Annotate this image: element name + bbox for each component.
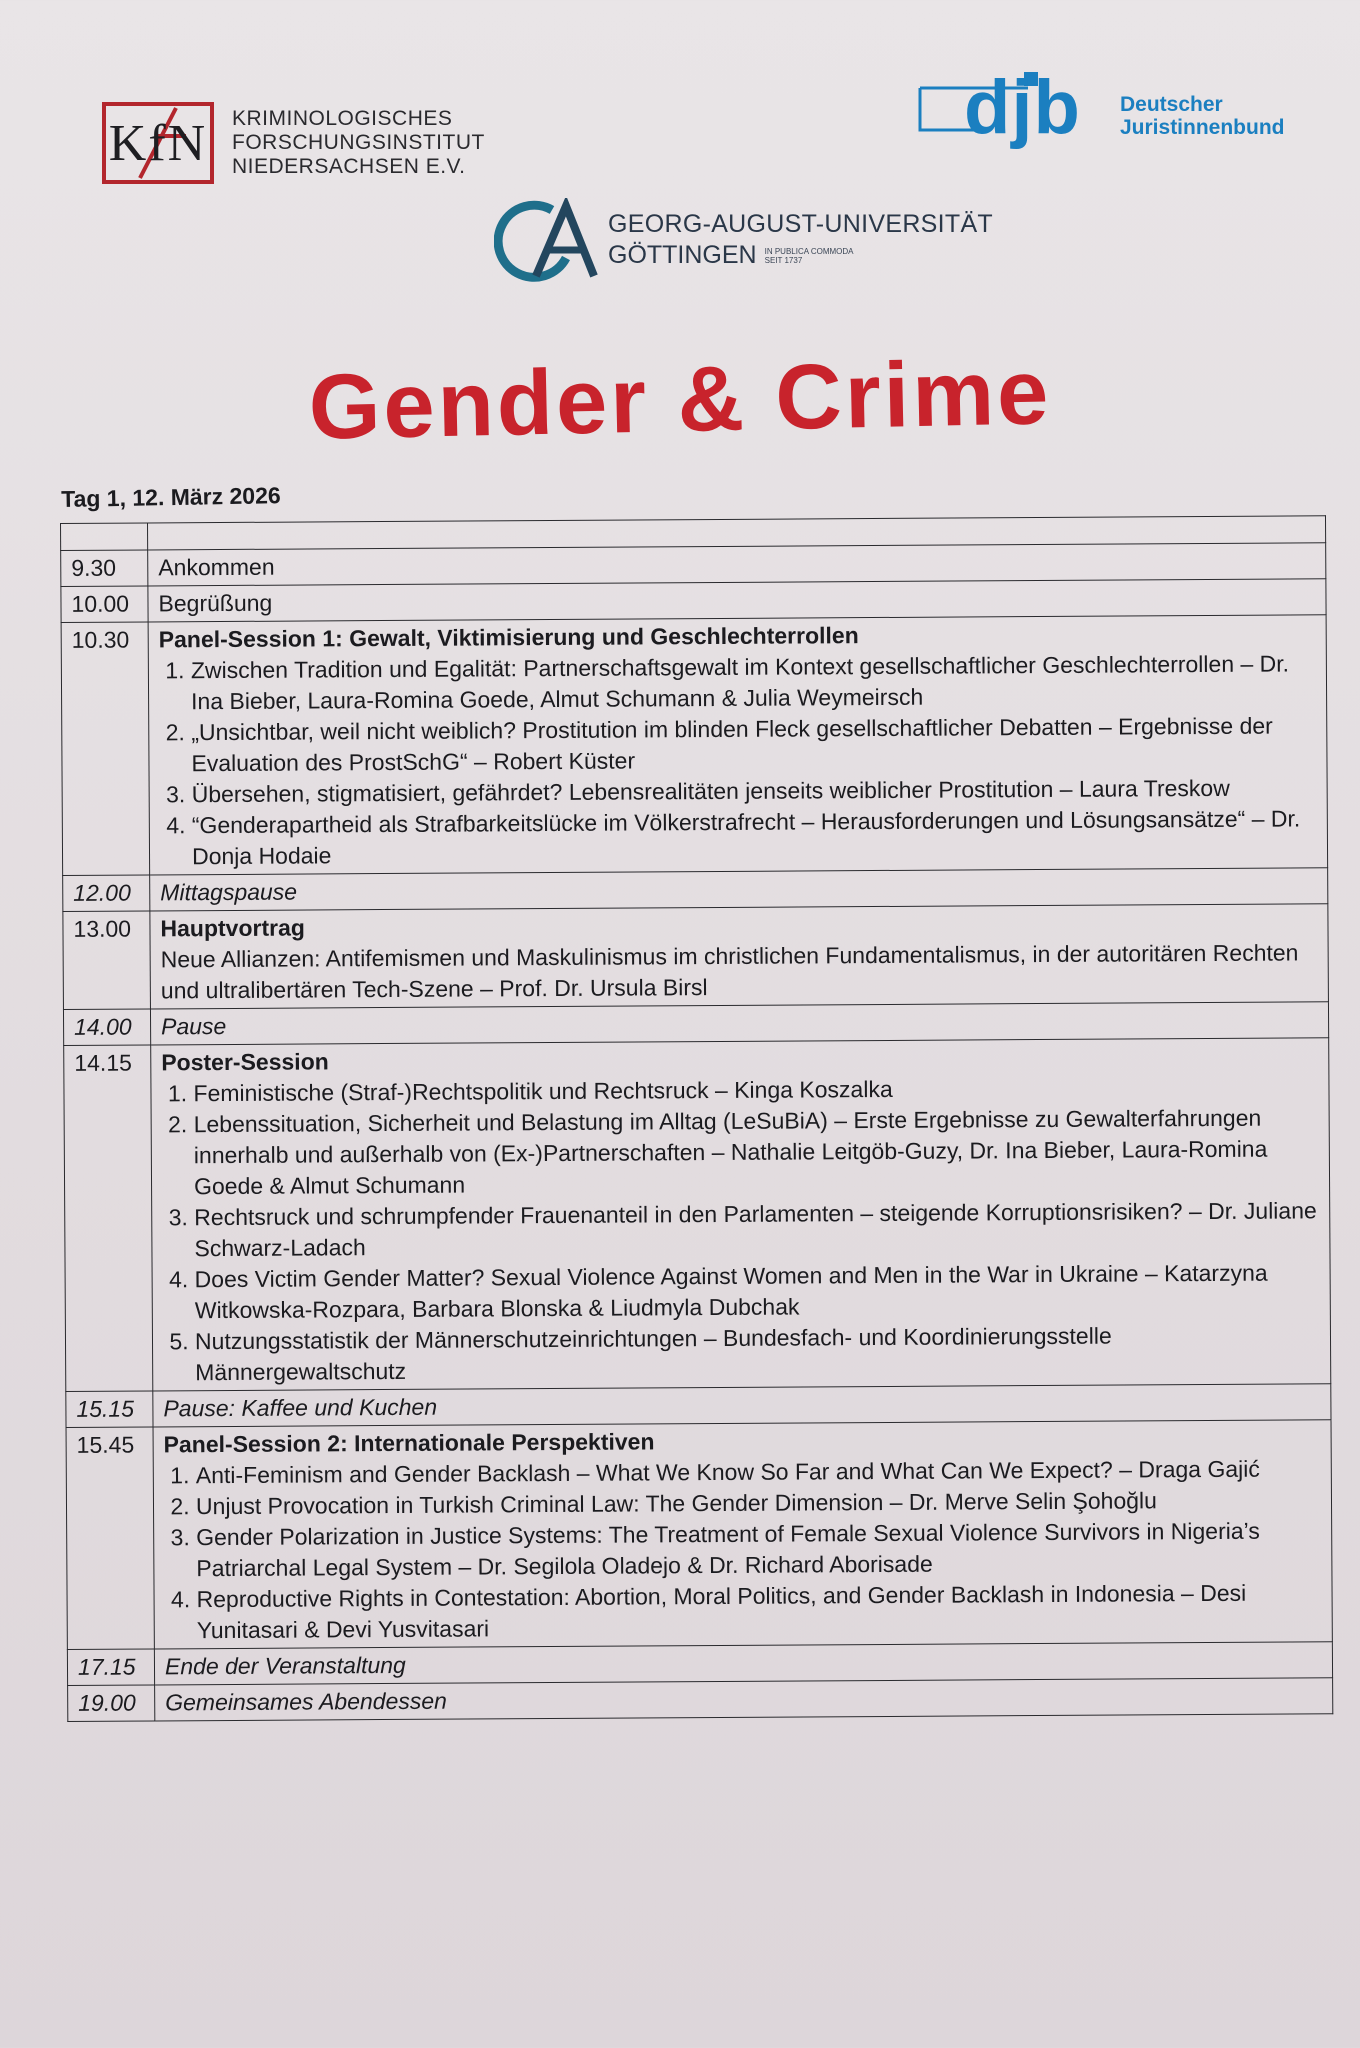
goettingen-motto (765, 247, 854, 265)
talk-item: 4. “Genderapartheid als Strafbarkeitslücke im Völkerstrafrecht – Herausforderungen und Lösungsansätze“ – Dr. Donja Hodaie (192, 803, 1317, 872)
djb-name-line: Deutscher (1120, 93, 1223, 116)
time-cell: 14.00 (63, 1009, 150, 1046)
time-cell: 17.15 (67, 1649, 154, 1686)
event-title: Gender & Crime (307, 341, 1053, 459)
time-cell: 19.00 (68, 1685, 155, 1722)
djb-mark-text: djb (964, 65, 1081, 150)
djb-logo (918, 65, 1285, 164)
talk-list (164, 1453, 1322, 1646)
entry-cell: Pause: Kaffee und Kuchen (153, 1384, 1331, 1427)
schedule-row (68, 1678, 1333, 1722)
kfn-name-line: FORSCHUNGSINSTITUT (232, 131, 485, 154)
entry-cell: Gemeinsames Abendessen (155, 1678, 1333, 1721)
time-cell: 13.00 (63, 911, 151, 1010)
kfn-name-line: KRIMINOLOGISCHES (232, 107, 453, 130)
talk-item: 3. Übersehen, stigmatisiert, gefährdet? Lebensrealitäten jenseits weiblicher Prostitution – Laura Treskow (192, 772, 1317, 810)
time-cell: 15.45 (66, 1427, 154, 1650)
talk-item: 4. Reproductive Rights in Contestation: Abortion, Moral Politics, and Gender Backlash in Indonesia – Desi Yunitasari & Devi Yusvitasari (196, 1577, 1321, 1646)
session-heading: Poster-Session (161, 1048, 329, 1076)
ga-mark-icon (494, 198, 598, 282)
schedule-row (66, 1420, 1332, 1650)
entry-cell: Ankommen (148, 543, 1326, 586)
goettingen-name (608, 210, 993, 270)
talk-item: 3. Gender Polarization in Justice Systems: The Treatment of Female Sexual Violence Survivors in Nigeria’s Patriarchal Legal System – Dr. Segilola Oladejo & Dr. Richard Aborisade (196, 1515, 1321, 1584)
djb-mark (918, 65, 1104, 164)
day-heading: Tag 1, 12. März 2026 (61, 482, 281, 512)
poster-item: 5. Nutzungsstatistik der Männerschutzeinrichtungen – Bundesfach- und Koordinierungsstelle Männergewaltschutz (195, 1319, 1320, 1388)
time-cell: 12.00 (63, 875, 150, 912)
keynote-text: Neue Allianzen: Antifemismen und Maskulinismus im christlichen Fundamentalismus, in der autoritären Rechten und ultralibertären Tech-Szene – Prof. Dr. Ursula Birsl (160, 939, 1299, 1004)
entry-cell (150, 904, 1329, 1009)
time-cell: 10.30 (61, 622, 150, 876)
talk-item: 1. Anti-Feminism and Gender Backlash – What We Know So Far and What Can We Expect? – Draga Gajić (196, 1453, 1321, 1491)
talk-item: 2. Unjust Provocation in Turkish Criminal Law: The Gender Dimension – Dr. Merve Selin Şohoğlu (196, 1484, 1321, 1522)
kfn-name (232, 107, 485, 179)
poster-item: 3. Rechtsruck und schrumpfender Frauenanteil in den Parlamenten – steigende Korruptionsrisiken? – Dr. Juliane Schwarz-Ladach (194, 1195, 1319, 1264)
entry-cell: Ende der Veranstaltung (154, 1642, 1332, 1685)
entry-cell: Pause (150, 1002, 1328, 1045)
djb-name-line: Juristinnenbund (1120, 116, 1285, 139)
schedule-row (64, 1038, 1331, 1392)
session-heading: Panel-Session 1: Gewalt, Viktimisierung und Geschlechterrollen (158, 622, 859, 653)
kfn-name-line: NIEDERSACHSEN E.V. (232, 155, 466, 178)
goettingen-line2-row (608, 241, 993, 270)
entry-cell: Begrüßung (148, 579, 1326, 622)
goettingen-line1: GEORG-AUGUST-UNIVERSITÄT (608, 210, 994, 238)
poster-list (161, 1071, 1320, 1388)
time-cell: 15.15 (66, 1391, 153, 1428)
entry-cell: Mittagspause (150, 868, 1328, 911)
schedule-table (60, 515, 1333, 1722)
schedule-row (61, 615, 1328, 876)
poster-item: 2. Lebenssituation, Sicherheit und Belastung im Alltag (LeSuBiA) – Erste Ergebnisse zu Gewalterfahrungen innerhalb und außerhalb von (Ex-)Partnerschaften – Nathalie Leitgöb-Guzy, Dr. Ina Bieber, Laura-Romina Goede & Almut Schumann (194, 1102, 1320, 1202)
entry-cell (148, 615, 1328, 875)
entry-cell (153, 1420, 1332, 1649)
goettingen-motto-line: IN PUBLICA COMMODA (764, 246, 854, 256)
schedule-spacer (61, 523, 148, 551)
time-cell: 14.15 (64, 1045, 153, 1392)
poster-item: 4. Does Victim Gender Matter? Sexual Violence Against Women and Men in the War in Ukraine – Katarzyna Witkowska-Rozpara, Barbara Blonska & Liudmyla Dubchak (195, 1257, 1320, 1326)
time-cell: 9.30 (61, 550, 148, 587)
schedule-row (63, 904, 1329, 1010)
poster-item: 1. Feministische (Straf-)Rechtspolitik und Rechtsruck – Kinga Koszalka (193, 1071, 1318, 1109)
goettingen-motto-line: SEIT 1737 (764, 255, 803, 265)
djb-name (1120, 93, 1285, 139)
talk-list (159, 648, 1317, 872)
entry-cell (151, 1038, 1331, 1391)
kfn-mark-text: KfN (108, 114, 208, 172)
goettingen-line2: GÖTTINGEN (608, 241, 757, 269)
talk-item: 2. „Unsichtbar, weil nicht weiblich? Prostitution im blinden Fleck gesellschaftlicher Debatten – Ergebnisse der Evaluation des ProstSchG“ – Robert Küster (191, 710, 1316, 779)
kfn-logo (102, 102, 485, 184)
session-heading: Hauptvortrag (160, 914, 305, 942)
goettingen-logo (494, 198, 993, 282)
time-cell: 10.00 (61, 586, 148, 623)
talk-item: 1. Zwischen Tradition und Egalität: Partnerschaftsgewalt im Kontext gesellschaftlicher Geschlechterrollen – Dr. Ina Bieber, Laura-Romina Goede, Almut Schumann & Julia Weymeirsch (191, 648, 1316, 717)
session-heading: Panel-Session 2: Internationale Perspektiven (163, 1428, 655, 1458)
kfn-mark (102, 102, 214, 184)
